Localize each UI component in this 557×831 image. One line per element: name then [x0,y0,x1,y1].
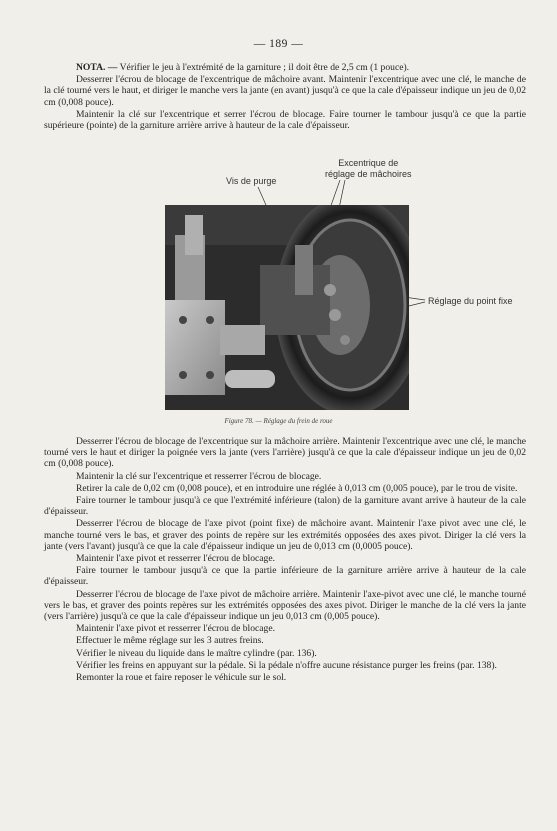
paragraph: Vérifier les freins en appuyant sur la pédale. Si la pédale n'offre aucune résistance purger les freins (par. 138). [76,659,497,671]
page-number: — 189 — [253,38,304,50]
paragraph: Faire tourner le tambour jusqu'à ce que l'extrémité inférieure (talon) de la garniture avant arrive à hauteur de la cale d'épaisseur. [44,495,526,518]
nota-lead: NOTA. — [76,62,118,73]
figure-caption: Figure 78. — Réglage du frein de roue [224,417,333,425]
label-excentrique-line2: réglage de mâchoires [325,168,412,179]
paragraph: Desserrer l'écrou de blocage de l'axe pivot (point fixe) de mâchoire avant. Maintenir l'axe pivot avec une clé, le manche tourné vers le bas, et graver des points de repère sur les extrémités opposées des axes pivot. Diriger la clé vers la jante (vers l'avant) jusqu'à ce que la cale d'épaisseur indique un jeu de 0,013 cm (0,0005 pouce). [44,518,526,552]
paragraph: Retirer la cale de 0,02 cm (0,008 pouce), et en introduire une réglée à 0,013 cm (0,005 pouce), par le trou de visite. [76,482,518,494]
label-vis-de-purge: Vis de purge [226,176,277,186]
label-excentrique-line1: Excentrique de [338,158,399,168]
paragraph: Remonter la roue et faire reposer le véhicule sur le sol. [76,672,287,684]
paragraph: Maintenir la clé sur l'excentrique et resserrer l'écrou de blocage. [76,470,322,482]
paragraph: Desserrer l'écrou de blocage de l'excentrique de mâchoire avant. Maintenir l'excentrique avec une clé, le manche de la clé tourné vers le haut, et diriger le manche vers la jante (en avant) jusqu'à ce que la cale d'épaisseur indique un jeu de 0,02 cm (0,008 pouce). [44,74,526,108]
brake-photo [165,205,409,410]
paragraph: Desserrer l'écrou de blocage de l'excentrique sur la mâchoire arrière. Maintenir l'excentrique avec une clé, le manche tourné vers le haut et diriger la poignée vers la jante (vers l'arrière) jusqu'à ce que la cale d'épaisseur indique un jeu de 0,02 cm (0,008 pouce). [44,436,526,470]
paragraph: Desserrer l'écrou de blocage de l'axe pivot de mâchoire arrière. Maintenir l'axe-pivot avec une clé, le manche tourné vers le bas, et graver des points repères sur les extrémités opposées des axes pivot. Diriger le manche de la clé vers la jante (vers l'arrière) jusqu'à ce que la cale d'épaisseur indique un jeu 0,013 cm (0,005 pouce). [44,588,526,623]
paragraph: Vérifier le niveau du liquide dans le maître cylindre (par. 136). [76,647,317,659]
paragraph: Maintenir la clé sur l'excentrique et serrer l'écrou de blocage. Faire tourner le tambour jusqu'à ce que la partie supérieure (pointe) de la garniture arrière arrive à hauteur de la cale d'épaisseur. [44,108,526,132]
paragraph: Effectuer le même réglage sur les 3 autres freins. [76,635,264,647]
bottom-text-block [44,436,526,684]
paragraph: Maintenir l'axe pivot et resserrer l'écrou de blocage. [76,623,275,635]
nota-text: Vérifier le jeu à l'extrémité de la garniture ; il doit être de 2,5 cm (1 pouce). [117,62,410,73]
label-point-fixe: Réglage du point fixe [428,296,513,306]
paragraph: Faire tourner le tambour jusqu'à ce que la partie inférieure de la garniture arrière arrive à hauteur de la cale d'épaisseur. [44,565,526,588]
paragraph: Maintenir l'axe pivot et resserrer l'écrou de blocage. [76,553,275,565]
